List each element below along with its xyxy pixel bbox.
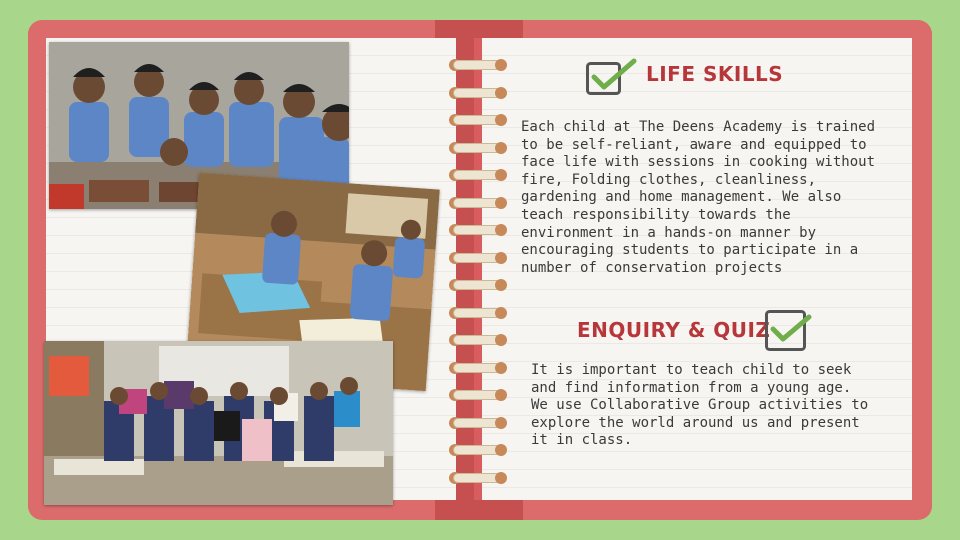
binding-ring: [449, 388, 509, 402]
check-box-icon: [765, 309, 813, 353]
section-body-enquiry-quiz: It is important to teach child to seek and find information from a young age. We use Collaborative Group activities to explore the world around us and present it in class.: [531, 362, 869, 449]
section-title-life-skills: LIFE SKILLS: [646, 62, 784, 86]
check-box-icon: [586, 58, 638, 96]
photo-classroom-group: [44, 341, 393, 505]
binding-ring: [449, 361, 509, 375]
page-binding-line: [474, 38, 482, 500]
binding-ring: [449, 416, 509, 430]
binding-ring: [449, 58, 509, 72]
binding-ring: [449, 278, 509, 292]
binding-ring: [449, 141, 509, 155]
binding-ring: [449, 196, 509, 210]
section-body-life-skills: Each child at The Deens Academy is trained to be self-reliant, aware and equipped to face life with sessions in cooking without fire, Folding clothes, cleanliness, gardening and home management. We also teach responsibility towards the environment in a hands-on manner by encouraging students to participate in a number of conservation projects: [521, 119, 876, 276]
binding-ring: [449, 443, 509, 457]
binding-ring: [449, 333, 509, 347]
binding-ring: [449, 223, 509, 237]
binding-ring: [449, 471, 509, 485]
binding-ring: [449, 306, 509, 320]
binding-ring: [449, 251, 509, 265]
binding-ring: [449, 168, 509, 182]
binding-ring: [449, 86, 509, 100]
section-title-enquiry-quiz: ENQUIRY & QUIZ: [577, 318, 771, 342]
binding-ring: [449, 113, 509, 127]
